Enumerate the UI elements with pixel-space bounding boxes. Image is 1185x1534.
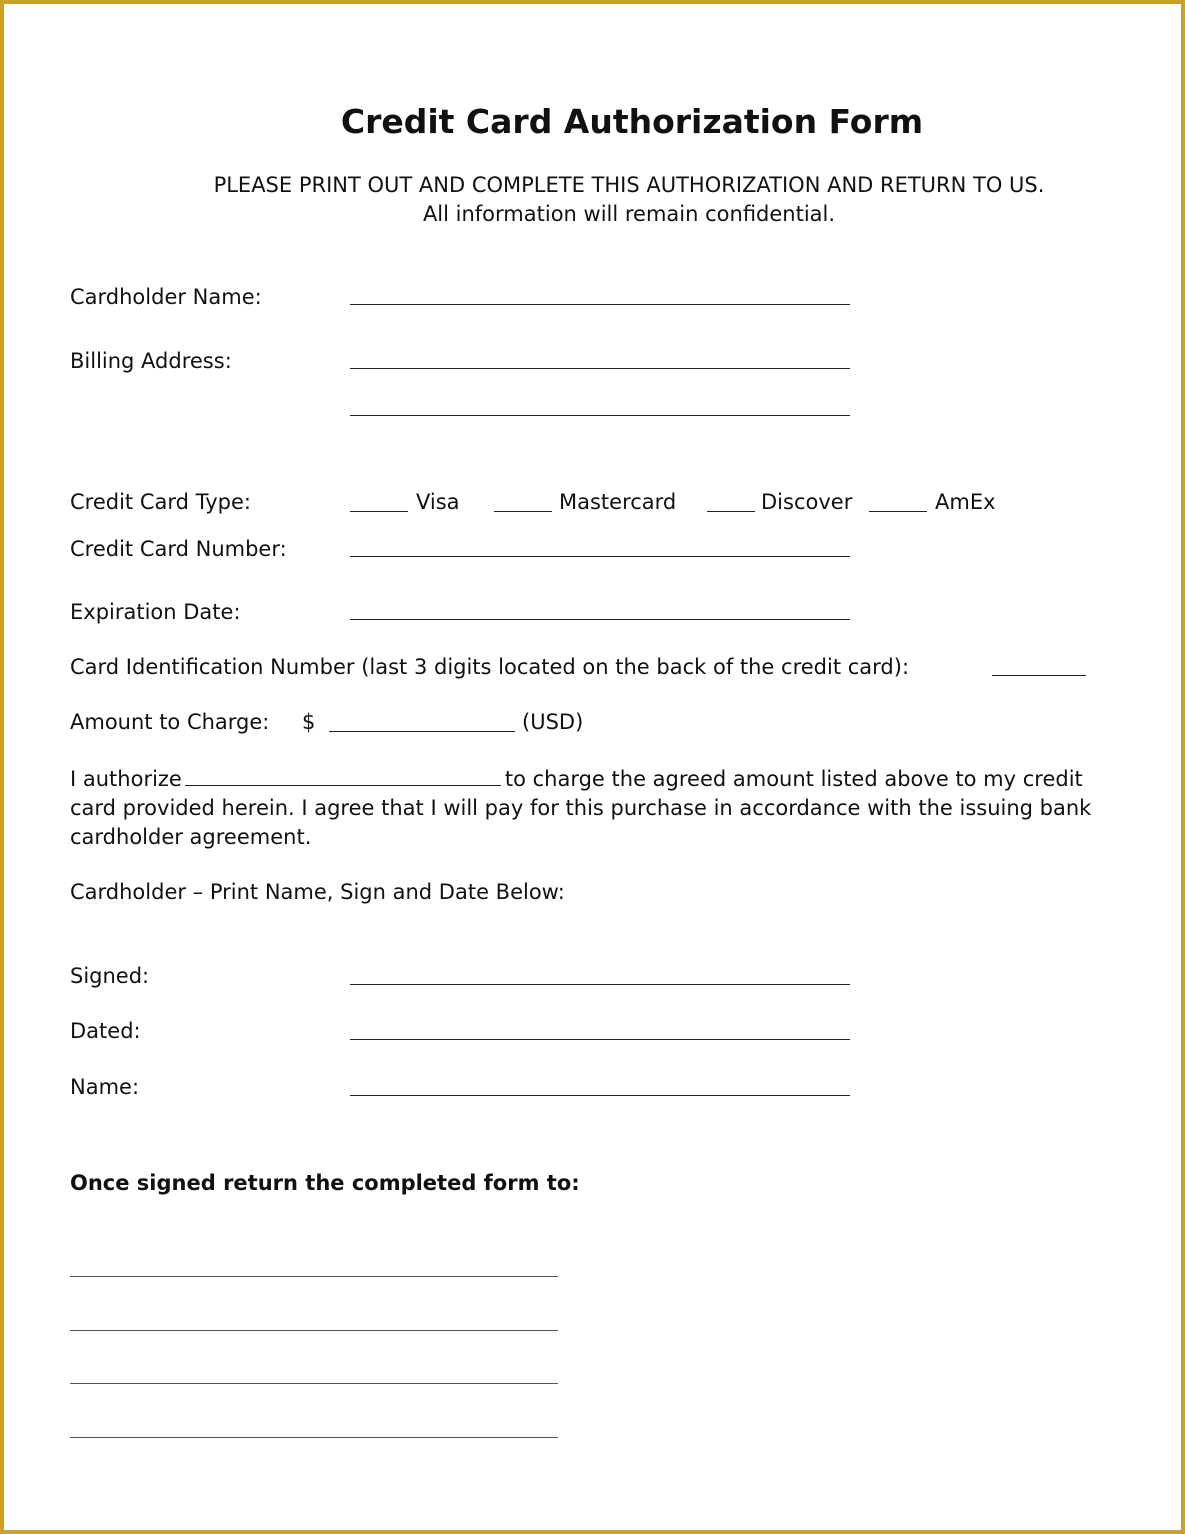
expiration-label: Expiration Date:: [70, 600, 241, 624]
cardholder-name-field[interactable]: [350, 304, 850, 305]
dollar-sign: $: [302, 710, 316, 734]
amex-checkbox-line[interactable]: [869, 511, 927, 512]
cin-label: Card Identification Number (last 3 digits located on the back of the credit card):: [70, 655, 910, 679]
amount-field[interactable]: [329, 731, 515, 732]
confidential-note: All information will remain confidential.: [422, 202, 836, 226]
authorize-body: to charge the agreed amount listed above to my credit card provided herein. I agree that I will pay for this purchase in accordance with the issuing bank cardholder agreement.: [70, 767, 1092, 849]
print-name-field[interactable]: [350, 1095, 850, 1096]
visa-checkbox-line[interactable]: [350, 511, 408, 512]
amex-option: AmEx: [935, 490, 996, 514]
print-instruction: PLEASE PRINT OUT AND COMPLETE THIS AUTHORIZATION AND RETURN TO US.: [213, 173, 1045, 197]
return-address-line-2[interactable]: [70, 1330, 558, 1331]
amount-label: Amount to Charge:: [70, 710, 270, 734]
billing-address-label: Billing Address:: [70, 349, 232, 373]
date-field[interactable]: [350, 1039, 850, 1040]
mastercard-checkbox-line[interactable]: [494, 511, 552, 512]
return-address-line-4[interactable]: [70, 1437, 558, 1438]
return-address-line-1[interactable]: [70, 1276, 558, 1277]
billing-address-line1-field[interactable]: [350, 368, 850, 369]
form-title: Credit Card Authorization Form: [340, 102, 924, 141]
return-heading: Once signed return the completed form to:: [70, 1171, 580, 1195]
authorization-statement: [70, 765, 1130, 852]
return-address-line-3[interactable]: [70, 1383, 558, 1384]
authorize-prefix: I authorize: [70, 767, 182, 791]
signature-field[interactable]: [350, 984, 850, 985]
card-number-field[interactable]: [350, 556, 850, 557]
visa-option: Visa: [416, 490, 460, 514]
cin-field[interactable]: [992, 675, 1086, 676]
cardholder-name-label: Cardholder Name:: [70, 285, 262, 309]
billing-address-line2-field[interactable]: [350, 415, 850, 416]
name-label: Name:: [70, 1075, 140, 1099]
merchant-name-field[interactable]: [185, 767, 501, 786]
expiration-field[interactable]: [350, 619, 850, 620]
discover-option: Discover: [761, 490, 853, 514]
currency-suffix: (USD): [522, 710, 584, 734]
discover-checkbox-line[interactable]: [707, 511, 755, 512]
card-number-label: Credit Card Number:: [70, 537, 287, 561]
mastercard-option: Mastercard: [559, 490, 677, 514]
dated-label: Dated:: [70, 1019, 141, 1043]
signature-heading: Cardholder – Print Name, Sign and Date Below:: [70, 880, 565, 904]
card-type-label: Credit Card Type:: [70, 490, 251, 514]
signed-label: Signed:: [70, 964, 150, 988]
